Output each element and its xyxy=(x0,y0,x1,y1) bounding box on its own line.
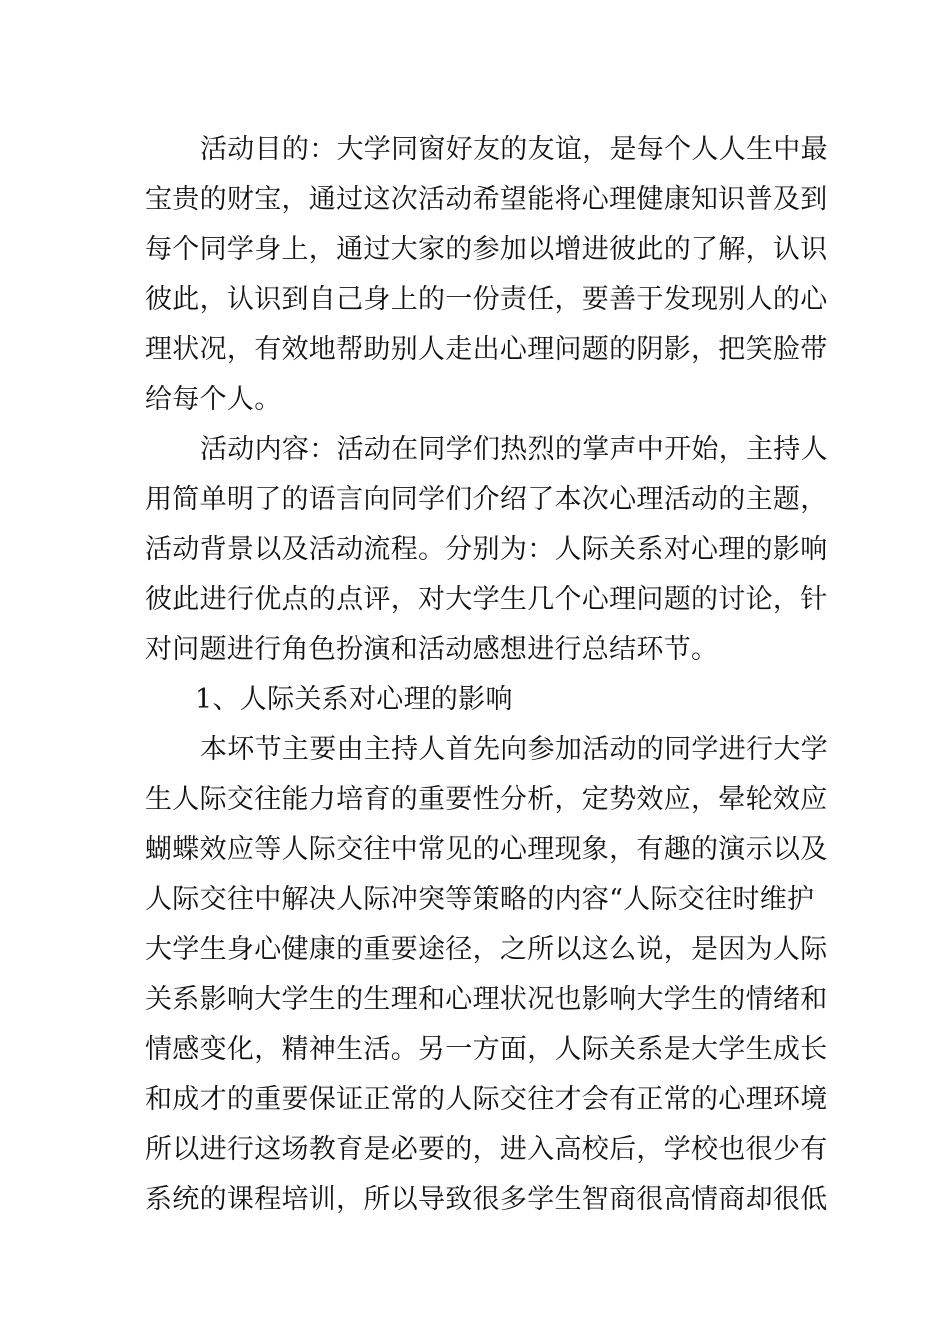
paragraph-section-line-8: 和成才的重要保证正常的人际交往才会有正常的心理环境 xyxy=(145,1084,828,1115)
section-heading: 1、人际关系对心理的影响 xyxy=(195,684,513,715)
paragraph-section-line-6: 关系影响大学生的生理和心理状况也影响大学生的情绪和 xyxy=(145,984,828,1015)
paragraph-section-line-3: 蝴蝶效应等人际交往中常见的心理现象，有趣的演示以及 xyxy=(145,834,828,865)
paragraph-section-line-4: 人际交往中解决人际冲突等策略的内容“人际交往时维护 xyxy=(145,884,815,915)
paragraph-purpose-line-4: 彼此，认识到自己身上的一份责任，要善于发现别人的心 xyxy=(145,284,828,315)
paragraph-purpose-line-1: 活动目的：大学同窗好友的友谊，是每个人人生中最 xyxy=(200,134,828,165)
paragraph-section-line-10: 系统的课程培训，所以导致很多学生智商很高情商却很低 xyxy=(145,1184,828,1215)
paragraph-section-line-2: 生人际交往能力培育的重要性分析，定势效应，晕轮效应 xyxy=(145,784,828,815)
paragraph-purpose-line-6: 给每个人。 xyxy=(145,384,282,415)
paragraph-content-line-1: 活动内容：活动在同学们热烈的掌声中开始，主持人 xyxy=(200,434,828,465)
paragraph-section-line-5: 大学生身心健康的重要途径，之所以这么说，是因为人际 xyxy=(145,934,828,965)
paragraph-content-line-2: 用简单明了的语言向同学们介绍了本次心理活动的主题， xyxy=(145,484,828,515)
paragraph-section-line-9: 所以进行这场教育是必要的，进入高校后，学校也很少有 xyxy=(145,1134,828,1165)
paragraph-purpose-line-5: 理状况，有效地帮助别人走出心理问题的阴影，把笑脸带 xyxy=(145,334,828,365)
paragraph-section-line-1: 本坏节主要由主持人首先向参加活动的同学进行大学 xyxy=(200,734,828,765)
paragraph-content-line-4: 彼此进行优点的点评，对大学生几个心理问题的讨论，针 xyxy=(145,584,828,615)
paragraph-content-line-3: 活动背景以及活动流程。分别为：人际关系对心理的影响 xyxy=(145,534,828,565)
paragraph-section-line-7: 情感变化，精神生活。另一方面，人际关系是大学生成长 xyxy=(145,1034,828,1065)
paragraph-purpose-line-2: 宝贵的财宝，通过这次活动希望能将心理健康知识普及到 xyxy=(145,184,828,215)
paragraph-content-line-5: 对问题进行角色扮演和活动感想进行总结环节。 xyxy=(145,634,719,665)
paragraph-purpose-line-3: 每个同学身上，通过大家的参加以增进彼此的了解，认识 xyxy=(145,234,828,265)
